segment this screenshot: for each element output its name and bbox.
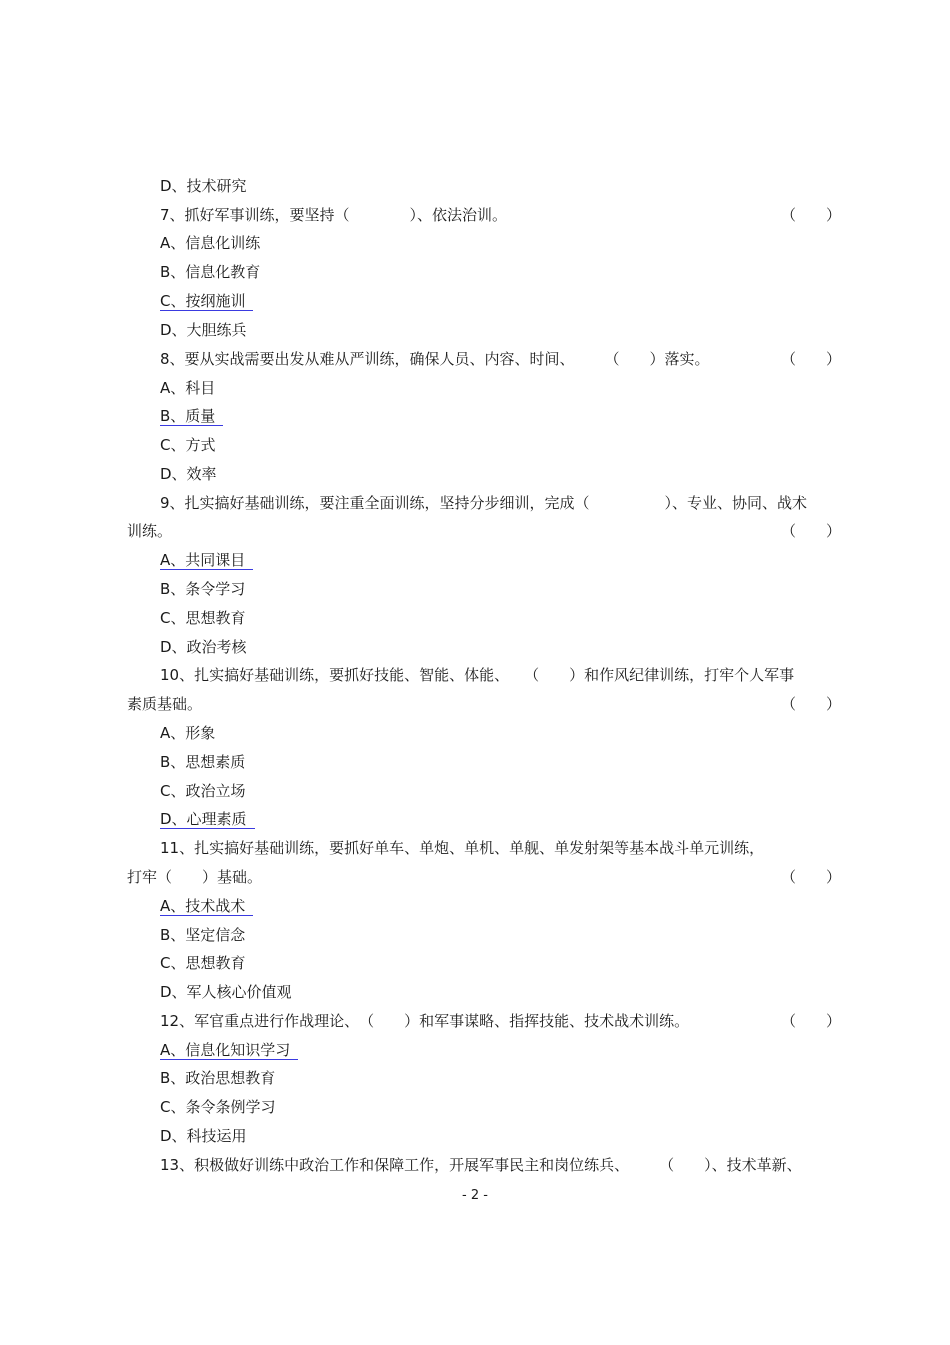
option-line xyxy=(160,925,245,945)
correct-option-text: A、共同课目 xyxy=(160,551,253,570)
question-line xyxy=(160,838,764,858)
correct-option-line xyxy=(160,550,253,570)
option-text: D、大胆练兵 xyxy=(160,321,247,339)
option-text: B、坚定信念 xyxy=(160,926,246,944)
question-line xyxy=(160,665,794,685)
correct-option-text: D、心理素质 xyxy=(160,810,255,829)
answer-parentheses: （ ） xyxy=(781,522,842,540)
question-line xyxy=(160,205,507,225)
option-line xyxy=(160,233,260,253)
option-line xyxy=(160,320,247,340)
question-line xyxy=(160,349,710,369)
question-text: 训练。 xyxy=(127,522,173,540)
page-number: - 2 - xyxy=(462,1188,488,1203)
answer-parentheses: （ ） xyxy=(781,695,842,713)
option-line xyxy=(160,378,215,398)
option-line xyxy=(160,781,245,801)
question-text: 素质基础。 xyxy=(127,695,203,713)
option-text: C、思想教育 xyxy=(160,609,246,627)
correct-option-text: C、按纲施训 xyxy=(160,292,253,311)
option-line xyxy=(160,464,217,484)
question-line xyxy=(160,1155,802,1175)
option-text: B、信息化教育 xyxy=(160,263,261,281)
answer-parentheses: （ ） xyxy=(781,206,842,224)
option-line xyxy=(160,752,245,772)
correct-option-line xyxy=(160,1040,298,1060)
question-text: 7、抓好军事训练，要坚持（ ）、依法治训。 xyxy=(160,206,508,224)
option-line xyxy=(160,176,247,196)
option-line xyxy=(160,1126,247,1146)
correct-option-line xyxy=(160,809,255,829)
option-text: D、军人核心价值观 xyxy=(160,983,292,1001)
question-line-continued xyxy=(127,867,262,887)
question-text: 13、积极做好训练中政治工作和保障工作，开展军事民主和岗位练兵、 （ ）、技术革新、 xyxy=(160,1156,802,1174)
correct-option-text: B、质量 xyxy=(160,407,223,426)
answer-parentheses: （ ） xyxy=(781,350,842,368)
question-line-continued xyxy=(127,521,172,541)
question-text: 10、扎实搞好基础训练，要抓好技能、智能、体能、 （ ）和作风纪律训练，打牢个人军事 xyxy=(160,666,795,684)
option-line xyxy=(160,579,245,599)
option-text: B、思想素质 xyxy=(160,753,246,771)
option-text: D、效率 xyxy=(160,465,217,483)
answer-parentheses: （ ） xyxy=(781,868,842,886)
option-text: D、政治考核 xyxy=(160,638,247,656)
option-text: B、条令学习 xyxy=(160,580,246,598)
option-text: A、科目 xyxy=(160,379,216,397)
option-line xyxy=(160,1097,275,1117)
correct-option-text: A、技术战术 xyxy=(160,897,253,916)
option-text: C、政治立场 xyxy=(160,782,246,800)
option-text: D、技术研究 xyxy=(160,177,247,195)
question-line xyxy=(160,1011,689,1031)
question-text: 8、要从实战需要出发从难从严训练，确保人员、内容、时间、 （ ）落实。 xyxy=(160,350,710,368)
correct-option-text: A、信息化知识学习 xyxy=(160,1041,298,1060)
option-line xyxy=(160,637,247,657)
correct-option-line xyxy=(160,291,253,311)
option-text: A、形象 xyxy=(160,724,216,742)
option-text: C、思想教育 xyxy=(160,954,246,972)
option-line xyxy=(160,953,245,973)
option-line xyxy=(160,1068,275,1088)
option-line xyxy=(160,608,245,628)
question-text: 9、扎实搞好基础训练，要注重全面训练，坚持分步细训，完成（ ）、专业、协同、战术 xyxy=(160,494,808,512)
option-text: D、科技运用 xyxy=(160,1127,247,1145)
question-text: 12、军官重点进行作战理论、 （ ）和军事谋略、指挥技能、技术战术训练。 xyxy=(160,1012,690,1030)
question-text: 11、扎实搞好基础训练，要抓好单车、单炮、单机、单舰、单发射架等基本战斗单元训练， xyxy=(160,839,765,857)
question-line-continued xyxy=(127,694,202,714)
question-text: 打牢（ ）基础。 xyxy=(127,868,263,886)
correct-option-line xyxy=(160,896,253,916)
option-text: A、信息化训练 xyxy=(160,234,261,252)
option-text: B、政治思想教育 xyxy=(160,1069,276,1087)
answer-parentheses: （ ） xyxy=(781,1012,842,1030)
correct-option-line xyxy=(160,406,223,426)
question-line xyxy=(160,493,807,513)
option-line xyxy=(160,723,215,743)
option-line xyxy=(160,435,215,455)
option-line xyxy=(160,982,292,1002)
option-text: C、方式 xyxy=(160,436,216,454)
option-text: C、条令条例学习 xyxy=(160,1098,276,1116)
option-line xyxy=(160,262,260,282)
